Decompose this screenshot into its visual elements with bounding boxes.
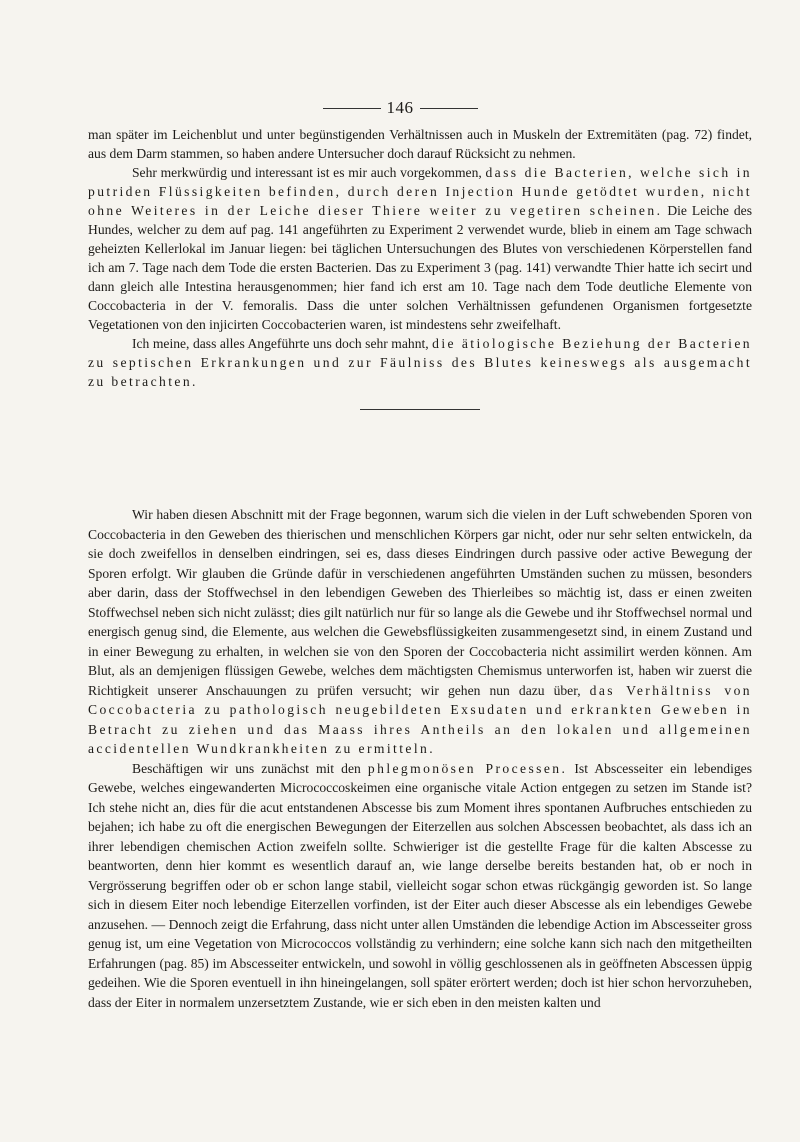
section-one xyxy=(88,125,752,444)
page-number: 146 xyxy=(386,98,414,117)
paragraph-3 xyxy=(88,334,752,391)
paragraph-1-text: man später im Leichenblut und unter begünstigenden Verhältnissen auch in Muskeln der Extremitäten (pag. 72) findet, aus dem Darm stammen, so haben andere Untersucher doch darauf Rücksicht zu nehmen. xyxy=(88,127,752,161)
paragraph-4-text: Wir haben diesen Abschnitt mit der Frage begonnen, warum sich die vielen in der Luft schwebenden Sporen von Coccobacteria in den Geweben des thierischen und menschlichen Körpers gar nicht, oder nur sehr selten entwickeln, da sie doch zweifellos in denselben eindringen, sei es, dass dieses Eindringen durch passive oder active Bewegung der Sporen erfolgt. Wir glauben die Gründe dafür in verschiedenen angeführten Umständen suchen zu müssen, besonders aber darin, dass der Stoffwechsel in den lebendigen Geweben des Thierleibes so mächtig ist, dass er einen zweiten Stoffwechsel neben sich nicht zulässt; dies gilt natürlich nur für so lange als die Gewebe und ihr Stoffwechsel normal und energisch genug sind, die Elemente, aus welchen die Gewebsflüssigkeiten zusammengesetzt sind, in einem Zustand und in einer Bewegung zu erhalten, in welchen sie von den Sporen der Coccobacteria nicht assimilirt werden können. Am Blut, als an demjenigen flüssigen Gewebe, welches dem mächtigsten Chemismus unterworfen ist, haben wir zuerst die Richtigkeit unserer Anschauungen zu prüfen versucht; wir gehen nun dazu über, xyxy=(88,507,752,698)
paragraph-2 xyxy=(88,163,752,334)
paragraph-5-intro: Beschäftigen wir uns zunächst mit den xyxy=(132,760,368,776)
section-two xyxy=(88,505,752,1012)
header-rule-right xyxy=(420,108,478,109)
paragraph-4 xyxy=(88,505,752,759)
paragraph-2-intro: Sehr merkwürdig und interessant ist es mir auch vorgekommen, xyxy=(132,165,486,180)
paragraph-2-emphasis: dass die Bacterien, welche sich in putriden Flüssigkeiten befinden, durch deren Injection Hunde getödtet wurden, nicht ohne Weiteres in der Leiche dieser Thiere weiter zu vegetiren scheinen. xyxy=(88,165,752,218)
paragraph-3-emphasis: die ätiologische Beziehung der Bacterien zu septischen Erkrankungen und zur Fäulniss des Blutes keineswegs als ausgemacht zu betrachten. xyxy=(88,336,752,389)
paragraph-3-intro: Ich meine, dass alles Angeführte uns doch sehr mahnt, xyxy=(132,336,433,351)
paragraph-2-rest: Die Leiche des Hundes, welcher zu dem auf pag. 141 angeführten zu Experiment 2 verwendet wurde, blieb in einem am Tage schwach geheizten Kellerlokal im Januar liegen: bei täglichen Untersuchungen des Blutes von verschiedenen Körperstellen fand ich am 7. Tage nach dem Tode die ersten Bacterien. Das zu Experiment 3 (pag. 141) verwandte Thier hatte ich secirt und dann gleich alle Intestina herausgenommen; hier fand ich erst am 10. Tage nach dem Tode deutliche Elemente von Coccobacteria in der V. femoralis. Dass die unter solchen Verhältnissen gefundenen Organismen fortgesetzte Vegetationen von den injicirten Coccobacterien waren, ist mindestens sehr zweifelhaft. xyxy=(88,203,752,332)
section-divider xyxy=(360,409,480,410)
paragraph-5-emphasis: phlegmonösen Processen. xyxy=(367,760,568,776)
page-header xyxy=(0,98,800,118)
header-rule-left xyxy=(323,108,381,109)
paragraph-4-emphasis: das Verhältniss von Coccobacteria zu pathologisch neugebildeten Exsudaten und erkrankten Geweben in Betracht zu ziehen und das Maass ihres Antheils an den lokalen und allgemeinen accidentellen Wundkrankheiten zu ermitteln. xyxy=(88,682,752,756)
paragraph-5 xyxy=(88,759,752,1013)
paragraph-1 xyxy=(88,125,752,163)
paragraph-5-rest: Ist Abscesseiter ein lebendiges Gewebe, welches eingewanderten Micrococcoskeimen eine organische vitale Action entgegen zu setzen im Stande ist? Ich stehe nicht an, dies für die acut entstandenen Abscesse bis zum Moment ihres spontanen Aufbruches entschieden zu bejahen; ich habe zu oft die energischen Bewegungen der Eiterzellen aus solchen Abscessen beobachtet, als dass ich an ihrer lebendigen chemischen Action zweifeln sollte. Schwieriger ist die gestellte Frage für die kalten Abscesse zu beantworten, denn hier kommt es wesentlich darauf an, wie lange derselbe bereits bestanden hat, ob er noch in Vergrösserung begriffen oder ob er schon lange stabil, vielleicht sogar schon etwas rückgängig geworden ist. So lange sich in diesem Eiter noch lebendige Eiterzellen vorfinden, ist der Eiter auch dieser Abscesse als ein lebendiges Gewebe anzusehen. — Dennoch zeigt die Erfahrung, dass nicht unter allen Umständen die lebendige Action im Abscesseiter gross genug ist, um eine Vegetation von Micrococcos vollständig zu verhindern; eine solche kann sich nach den mitgetheilten Erfahrungen (pag. 85) im Abscesseiter entwickeln, und sowohl in völlig geschlossenen als in geöffneten Abscessen üppig gedeihen. Wie die Sporen eventuell in ihn hineingelangen, soll später erörtert werden; doch ist hier schon hervorzuheben, dass der Eiter in normalem unzersetztem Zustande, wie er sich eben in den meisten kalten und xyxy=(88,760,752,1010)
